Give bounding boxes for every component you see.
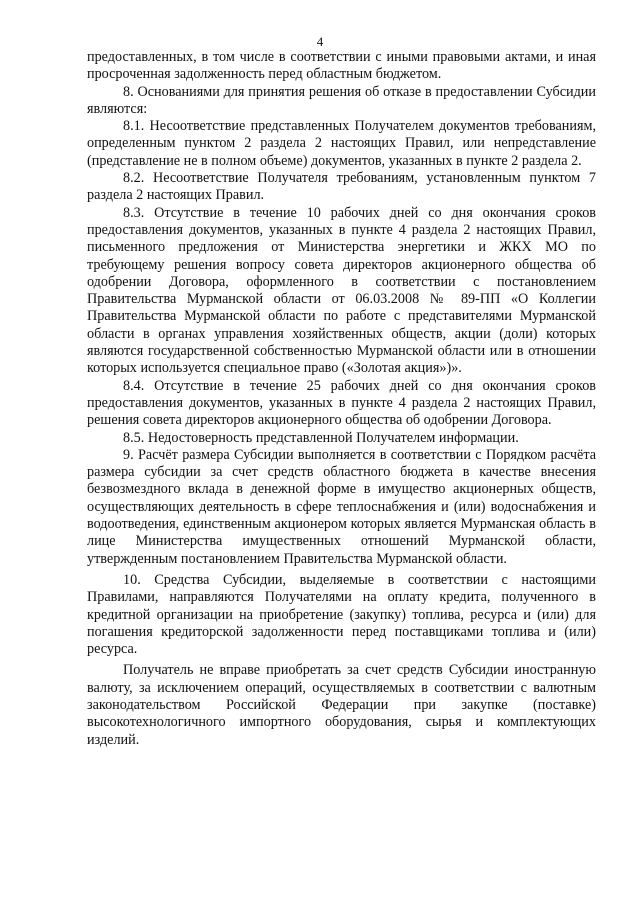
- paragraph-currency-restriction: Получатель не вправе приобретать за счет средств Субсидии иностранную валюту, за исключением операций, осуществляемых в соответствии с валютным законодательством Российской Федерации при закупке (поставке) высокотехнологичного импортного оборудования, сырья и комплектующих изделий.: [87, 662, 596, 748]
- page-number: 4: [316, 34, 324, 49]
- paragraph-8-1: 8.1. Несоответствие представленных Получателем документов требованиям, определенным пунктом 2 раздела 2 настоящих Правил, или непредставление (представление не в полном объеме) документов, указанных в пункте 2 раздела 2.: [87, 118, 596, 169]
- paragraph-continuation: предоставленных, в том числе в соответствии с иными правовыми актами, и иная просроченная задолженность перед областным бюджетом.: [87, 49, 596, 83]
- paragraph-8-5: 8.5. Недостоверность представленной Получателем информации.: [123, 429, 519, 446]
- paragraph-8: 8. Основаниями для принятия решения об отказе в предоставлении Субсидии являются:: [87, 83, 596, 117]
- paragraph-8-3: 8.3. Отсутствие в течение 10 рабочих дней со дня окончания сроков предоставления документов, указанных в пункте 4 раздела 2 настоящих Правил, письменного предложения от Министерства энергетики и ЖКХ МО по требующему решения вопросу совета директоров акционерного общества об одобрении Договора, оформленного в соответствии с постановлением Правительства Мурманской области от 06.03.2008 № 89-ПП «О Коллегии Правительства Мурманской области по работе с представителями Мурманской области в органах управления хозяйственных обществ, акции (доли) которых являются государственной собственностью Мурманской области или в отношении которых используется специальное право («Золотая акция»)».: [87, 204, 596, 377]
- paragraph-10: 10. Средства Субсидии, выделяемые в соответствии с настоящими Правилами, направляются Получателями на оплату кредита, полученного в кредитной организации на приобретение (закупку) топлива, ресурса и (или) для погашения кредиторской задолженности перед поставщиками топлива и (или) ресурса.: [87, 571, 596, 658]
- document-body: [87, 49, 596, 749]
- paragraph-8-2: 8.2. Несоответствие Получателя требованиям, установленным пунктом 7 раздела 2 настоящих Правил.: [87, 170, 596, 204]
- paragraph-8-4: 8.4. Отсутствие в течение 25 рабочих дней со дня окончания сроков предоставления документов, указанных в пункте 4 раздела 2 настоящих Правил, решения совета директоров акционерного общества об одобрении Договора.: [87, 377, 596, 429]
- paragraph-9: 9. Расчёт размера Субсидии выполняется в соответствии с Порядком расчёта размера субсидии за счет средств областного бюджета в качестве внесения безвозмездного вклада в денежной форме в имущество акционерных обществ, осуществляющих деятельность в сфере теплоснабжения и (или) водоснабжения и водоотведения, единственным акционером которых является Мурманская область в лице Министерства имущественных отношений Мурманской области, утвержденным постановлением Правительства Мурманской области.: [87, 446, 596, 567]
